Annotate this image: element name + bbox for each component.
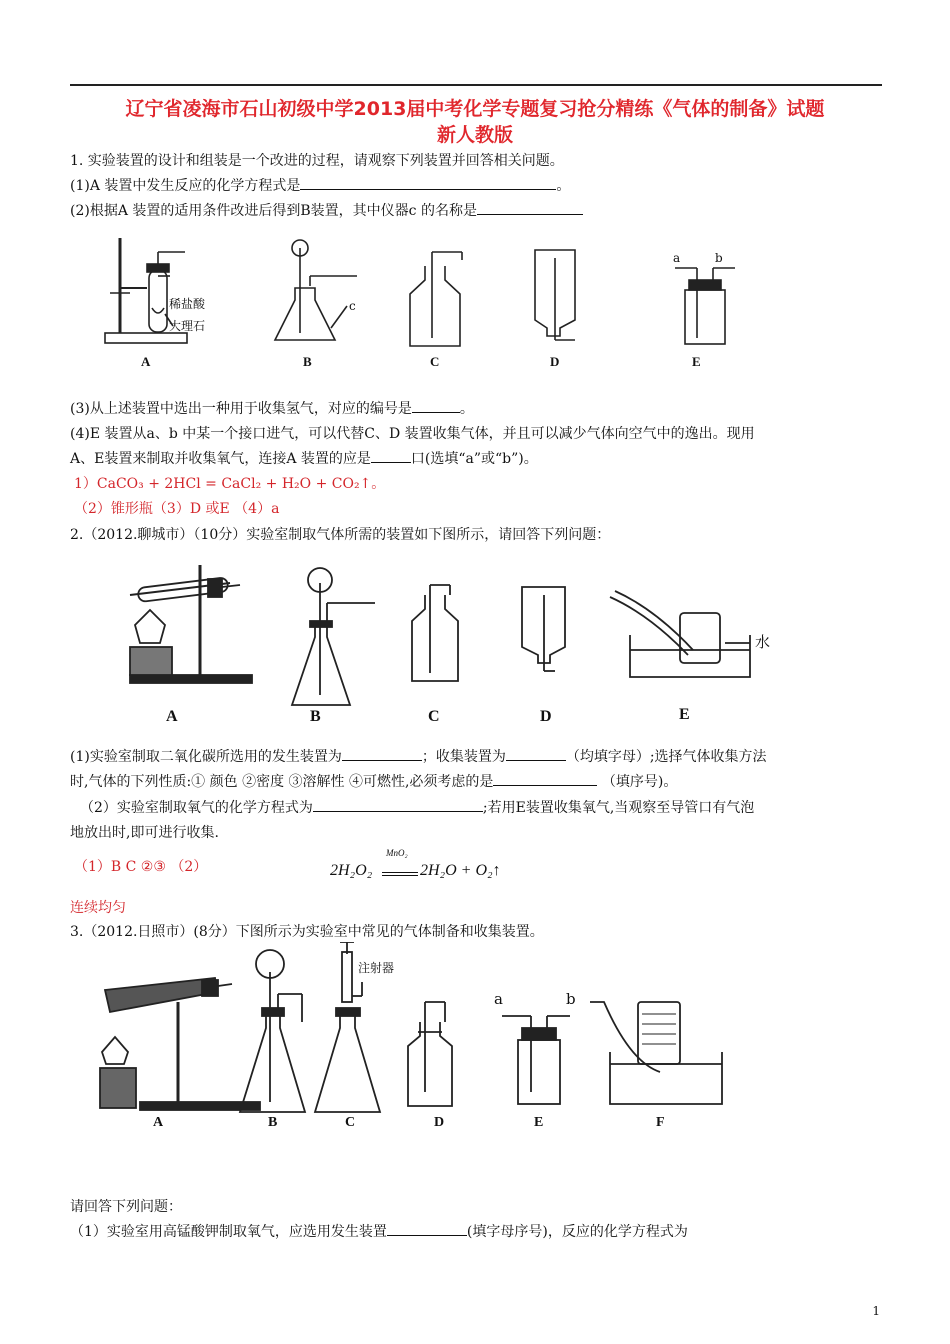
q2-fig-label-b: B (310, 708, 321, 725)
q3-apparatus-d (408, 1002, 452, 1106)
q1-apparatus-e (675, 268, 735, 344)
q2-part2a: （2）实验室制取氧气的化学方程式为 ;若用E装置收集氧气,当观察至导管口有气泡 (80, 797, 754, 817)
q2-apparatus-d (522, 587, 565, 671)
q2-fig-label-d: D (540, 708, 552, 725)
q2-apparatus-c (412, 585, 458, 681)
q1-apparatus-b (275, 240, 357, 340)
q1-intro: 1. 实验装置的设计和组装是一个改进的过程，请观察下列装置并回答相关问题。 (70, 153, 564, 169)
q1-fig-label-e: E (692, 354, 701, 369)
q1-part3: (3)从上述装置中选出一种用于收集氢气，对应的编号是 。 (70, 398, 474, 418)
q3-port-a: a (494, 990, 503, 1008)
q2-part1b: 时,气体的下列性质:① 颜色 ②密度 ③溶解性 ④可燃性,必须考虑的是 （填序号)。 (70, 771, 677, 791)
title-line-2: 新人教版 (436, 124, 513, 146)
header-rule (70, 84, 882, 86)
q1-label-marble: 大理石 (169, 319, 206, 333)
q2-part2b: 地放出时,即可进行收集. (70, 825, 219, 841)
q1-apparatus-c (410, 252, 462, 346)
q1-label-c: c (349, 299, 356, 313)
page-number: 1 (872, 1304, 880, 1318)
q1-part1: (1)A 装置中发生反应的化学方程式是 。 (70, 175, 570, 195)
q1-label-acid: 稀盐酸 (169, 297, 206, 311)
q3-apparatus-e (502, 1016, 570, 1104)
q3-apparatus-b (240, 950, 305, 1112)
q2-intro: 2.（2012.聊城市）（10分）实验室制取气体所需的装置如下图所示，请回答下列问题： (70, 527, 611, 543)
q3-apparatus-f (590, 1002, 722, 1104)
q2-label-water: 水 (755, 633, 771, 651)
q3-fig-label-e: E (534, 1115, 544, 1130)
q2-part1a: (1)实验室制取二氧化碳所选用的发生装置为 ；收集装置为 （均填字母）;选择气体收集方法 (70, 746, 767, 766)
q2-answer: （1）B C ②③ （2） (74, 859, 208, 875)
q1-fig-label-a: A (141, 354, 151, 369)
q3-fig-label-f: F (656, 1115, 665, 1130)
q1-part2: (2)根据A 装置的适用条件改进后得到B装置，其中仪器c 的名称是 (70, 200, 583, 220)
q1-port-b: b (715, 251, 723, 265)
q3-apparatus-a (100, 978, 260, 1110)
q1-port-a: a (673, 251, 681, 265)
q3-fig-label-b: B (268, 1115, 278, 1130)
q3-part1: （1）实验室用高锰酸钾制取氧气，应选用发生装置 (填字母序号)，反应的化学方程式为 (70, 1221, 688, 1241)
q1-fig-label-d: D (550, 354, 560, 369)
q3-fig-label-a: A (153, 1115, 164, 1130)
q3-note: 连续均匀 (70, 900, 126, 916)
q1-part4b: A、E装置来制取并收集氧气，连接A 装置的应是 口(选填“a”或“b”)。 (70, 448, 538, 468)
q3-figure (90, 942, 810, 1137)
q1-part4a: (4)E 装置从a、b 中某一个接口进气，可以代替C、D 装置收集气体，并且可以减少气体向空气中的逸出。现用 (70, 426, 755, 442)
q2-apparatus-b (292, 568, 375, 705)
document-title (60, 96, 890, 148)
q1-figure (95, 228, 755, 373)
q2-fig-label-e: E (679, 706, 690, 723)
q1-answer-1: 1）CaCO₃ + 2HCl = CaCl₂ + H₂O + CO₂↑。 (74, 476, 386, 492)
q1-fig-label-c: C (430, 354, 440, 369)
q1-apparatus-d (535, 250, 575, 340)
q2-fig-label-a: A (166, 708, 178, 725)
q1-fig-label-b: B (303, 354, 312, 369)
q3-intro: 3.（2012.日照市）(8分）下图所示为实验室中常见的气体制备和收集装置。 (70, 924, 544, 940)
q2-figure (110, 555, 780, 730)
title-line-1: 辽宁省凌海市石山初级中学2013届中考化学专题复习抢分精练《气体的制备》试题 (125, 98, 825, 120)
q3-fig-label-d: D (434, 1115, 445, 1130)
q2-apparatus-a (130, 565, 252, 683)
q2-apparatus-e (610, 591, 750, 677)
q1-answer-2: （2）锥形瓶（3）D 或E （4）a (74, 501, 280, 517)
q3-fig-label-c: C (345, 1115, 356, 1130)
q3-label-syringe: 注射器 (358, 961, 395, 975)
q3-prompt: 请回答下列问题： (70, 1199, 182, 1215)
q3-port-b: b (566, 990, 576, 1008)
q2-fig-label-c: C (428, 708, 440, 725)
